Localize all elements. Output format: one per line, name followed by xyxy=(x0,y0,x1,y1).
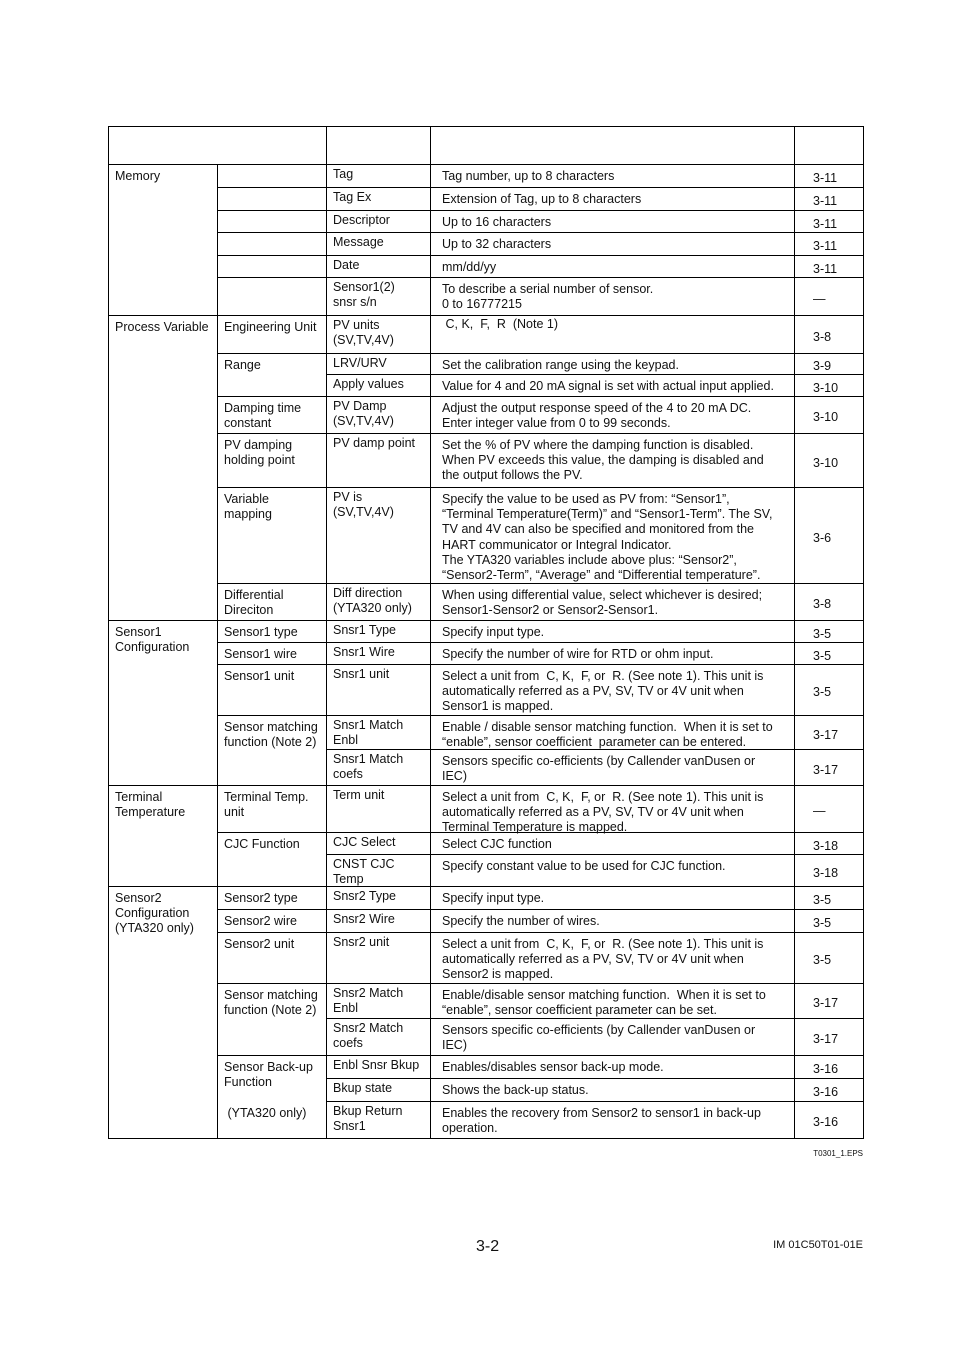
description-cell: Specify input type. xyxy=(442,625,545,639)
page-ref-cell: — xyxy=(813,292,826,306)
table-row-line xyxy=(109,886,864,887)
table-row-line xyxy=(218,487,864,488)
table-row-line xyxy=(109,785,864,786)
description-cell: When using differential value, select whichever is desired; Sensor1-Sensor2 or Sensor2-Sensor1. xyxy=(442,588,763,618)
subgroup-cell: Engineering Unit xyxy=(224,320,317,334)
table-row-line xyxy=(327,1078,864,1079)
table-row-line xyxy=(218,396,864,397)
table-row-line xyxy=(327,374,864,375)
parameter-cell: Snsr2 Match coefs xyxy=(333,1021,404,1051)
parameter-cell: Snsr1 Wire xyxy=(333,645,395,659)
table-row-line xyxy=(109,164,864,165)
description-cell: Sensors specific co-efficients (by Callender vanDusen or IEC) xyxy=(442,754,756,784)
subgroup-cell: Sensor matching function (Note 2) xyxy=(224,720,318,750)
subgroup-cell: Sensor matching function (Note 2) xyxy=(224,988,318,1018)
subgroup-cell: Range xyxy=(224,358,261,372)
group-cell: Sensor1 Configuration xyxy=(115,625,190,655)
parameter-cell: Snsr2 unit xyxy=(333,935,390,949)
parameter-cell: Bkup Return Snsr1 xyxy=(333,1104,403,1134)
figure-file-label: T0301_1.EPS xyxy=(813,1149,863,1158)
subgroup-cell: Sensor2 unit xyxy=(224,937,295,951)
subgroup-cell: Damping time constant xyxy=(224,401,302,431)
page-ref-cell: 3-11 xyxy=(813,239,838,253)
parameter-cell: Message xyxy=(333,235,384,249)
page-ref-cell: 3-5 xyxy=(813,893,832,907)
parameter-cell: Tag Ex xyxy=(333,190,372,204)
description-cell: Extension of Tag, up to 8 characters xyxy=(442,192,642,206)
table-row-line xyxy=(218,210,864,211)
group-cell: Terminal Temperature xyxy=(115,790,186,820)
table-row-line xyxy=(218,664,864,665)
table-row-line xyxy=(218,932,864,933)
parameter-cell: PV damp point xyxy=(333,436,415,450)
table-row-line xyxy=(218,277,864,278)
page-ref-cell: 3-9 xyxy=(813,359,832,373)
table-row-line xyxy=(218,1055,864,1056)
table-column-line xyxy=(217,164,218,1138)
page-ref-cell: 3-11 xyxy=(813,262,838,276)
parameter-cell: LRV/URV xyxy=(333,356,387,370)
subgroup-cell: Terminal Temp. unit xyxy=(224,790,309,820)
parameter-cell: Descriptor xyxy=(333,213,390,227)
document-id: IM 01C50T01-01E xyxy=(773,1239,863,1251)
parameter-cell: Snsr2 Match Enbl xyxy=(333,986,404,1016)
parameter-cell: Snsr1 unit xyxy=(333,667,390,681)
table-row-line xyxy=(218,983,864,984)
table-row-line xyxy=(218,187,864,188)
page-ref-cell: 3-11 xyxy=(813,171,838,185)
parameter-cell: Snsr1 Match Enbl xyxy=(333,718,404,748)
page-ref-cell: 3-16 xyxy=(813,1115,839,1129)
page-ref-cell: 3-5 xyxy=(813,916,832,930)
page-ref-cell: 3-18 xyxy=(813,866,839,880)
parameter-cell: Apply values xyxy=(333,377,404,391)
page-ref-cell: 3-5 xyxy=(813,649,832,663)
description-cell: Specify the number of wires. xyxy=(442,914,600,928)
parameter-cell: PV units (SV,TV,4V) xyxy=(333,318,394,348)
parameter-cell: Enbl Snsr Bkup xyxy=(333,1058,420,1072)
table-row-line xyxy=(218,715,864,716)
parameter-cell: Snsr1 Type xyxy=(333,623,397,637)
table-row-line xyxy=(218,642,864,643)
parameter-cell: PV is (SV,TV,4V) xyxy=(333,490,394,520)
parameter-cell: Tag xyxy=(333,167,354,181)
description-cell: C, K, F, R (Note 1) xyxy=(442,317,558,331)
subgroup-cell: Sensor2 wire xyxy=(224,914,297,928)
parameter-cell: Term unit xyxy=(333,788,385,802)
description-cell: Specify the number of wire for RTD or ohm input. xyxy=(442,647,714,661)
subgroup-cell: Differential Direciton xyxy=(224,588,284,618)
description-cell: Specify input type. xyxy=(442,891,545,905)
description-cell: Specify constant value to be used for CJC function. xyxy=(442,859,726,873)
subgroup-cell: Sensor1 type xyxy=(224,625,298,639)
description-cell: mm/dd/yy xyxy=(442,260,497,274)
parameter-cell: Bkup state xyxy=(333,1081,393,1095)
page-ref-cell: 3-11 xyxy=(813,217,838,231)
page-ref-cell: 3-10 xyxy=(813,381,839,395)
description-cell: Enable/disable sensor matching function. When it is set to “enable”, sensor coefficient parameter can be set. xyxy=(442,988,766,1018)
parameter-cell: Snsr1 Match coefs xyxy=(333,752,404,782)
table-row-line xyxy=(109,315,864,316)
subgroup-cell: Sensor Back-up Function (YTA320 only) xyxy=(224,1060,313,1120)
subgroup-cell: Sensor1 wire xyxy=(224,647,297,661)
page-ref-cell: 3-6 xyxy=(813,531,832,545)
description-cell: Select a unit from C, K, F, or R. (See note 1). This unit is automatically referred as a PV, SV, TV or 4V unit when Sensor2 is mapped. xyxy=(442,937,764,982)
description-cell: Enables the recovery from Sensor2 to sensor1 in back-up operation. xyxy=(442,1106,761,1136)
table-row-line xyxy=(327,854,864,855)
description-cell: Set the calibration range using the keypad. xyxy=(442,358,679,372)
description-cell: Shows the back-up status. xyxy=(442,1083,589,1097)
subgroup-cell: PV damping holding point xyxy=(224,438,295,468)
page-ref-cell: 3-17 xyxy=(813,996,839,1010)
description-cell: Select CJC function xyxy=(442,837,552,851)
page-ref-cell: 3-5 xyxy=(813,685,832,699)
page-ref-cell: 3-8 xyxy=(813,330,832,344)
description-cell: Up to 32 characters xyxy=(442,237,552,251)
page-ref-cell: 3-11 xyxy=(813,194,838,208)
table-row-line xyxy=(327,1101,864,1102)
table-row-line xyxy=(109,620,864,621)
parameter-cell: Snsr2 Wire xyxy=(333,912,395,926)
subgroup-cell: Variable mapping xyxy=(224,492,272,522)
description-cell: Select a unit from C, K, F, or R. (See note 1). This unit is automatically referred as a PV, SV, TV or 4V unit when Terminal Temperature is mapped. xyxy=(442,790,764,835)
parameter-cell: PV Damp (SV,TV,4V) xyxy=(333,399,394,429)
parameter-table xyxy=(108,126,864,1139)
page-ref-cell: 3-8 xyxy=(813,597,832,611)
description-cell: Sensors specific co-efficients (by Callender vanDusen or IEC) xyxy=(442,1023,756,1053)
page-ref-cell: 3-16 xyxy=(813,1062,839,1076)
page-ref-cell: — xyxy=(813,804,826,818)
description-cell: Adjust the output response speed of the 4 to 20 mA DC. Enter integer value from 0 to 99 seconds. xyxy=(442,401,752,431)
description-cell: Enables/disables sensor back-up mode. xyxy=(442,1060,664,1074)
parameter-cell: Sensor1(2) snsr s/n xyxy=(333,280,395,310)
description-cell: Set the % of PV where the damping function is disabled. When PV exceeds this value, the damping is disabled and the output follows the PV. xyxy=(442,438,764,483)
parameter-cell: CJC Select xyxy=(333,835,396,849)
page-number: 3-2 xyxy=(476,1238,500,1255)
parameter-cell: Snsr2 Type xyxy=(333,889,397,903)
page-ref-cell: 3-17 xyxy=(813,763,839,777)
description-cell: Enable / disable sensor matching function. When it is set to “enable”, sensor coefficient parameter can be entered. xyxy=(442,720,773,750)
group-cell: Process Variable xyxy=(115,320,209,334)
description-cell: Tag number, up to 8 characters xyxy=(442,169,615,183)
table-row-line xyxy=(218,353,864,354)
page-ref-cell: 3-18 xyxy=(813,839,839,853)
group-cell: Memory xyxy=(115,169,161,183)
subgroup-cell: Sensor1 unit xyxy=(224,669,295,683)
table-row-line xyxy=(218,232,864,233)
page-ref-cell: 3-16 xyxy=(813,1085,839,1099)
table-row-line xyxy=(218,909,864,910)
description-cell: Up to 16 characters xyxy=(442,215,552,229)
parameter-cell: Date xyxy=(333,258,360,272)
subgroup-cell: Sensor2 type xyxy=(224,891,298,905)
table-row-line xyxy=(218,433,864,434)
page-ref-cell: 3-10 xyxy=(813,410,839,424)
page-ref-cell: 3-17 xyxy=(813,1032,839,1046)
parameter-cell: CNST CJC Temp xyxy=(333,857,395,887)
page-ref-cell: 3-17 xyxy=(813,728,839,742)
subgroup-cell: CJC Function xyxy=(224,837,300,851)
description-cell: Specify the value to be used as PV from: “Sensor1”, “Terminal Temperature(Term)” and “Sensor1-Term”. The SV, TV and 4V can also be specified and monitored from the HART communicator or Integral Indicator. The YTA320 variables include above plus: “Sensor2”, “Sensor2-Term”, “Average” and “Differential temperature”. xyxy=(442,492,773,583)
table-row-line xyxy=(218,255,864,256)
parameter-cell: Diff direction (YTA320 only) xyxy=(333,586,412,616)
group-cell: Sensor2 Configuration (YTA320 only) xyxy=(115,891,194,936)
description-cell: Select a unit from C, K, F, or R. (See note 1). This unit is automatically referred as a PV, SV, TV or 4V unit when Sensor1 is mapped. xyxy=(442,669,764,714)
description-cell: To describe a serial number of sensor. 0 to 16777215 xyxy=(442,282,654,312)
description-cell: Value for 4 and 20 mA signal is set with actual input applied. xyxy=(442,379,774,393)
page-ref-cell: 3-5 xyxy=(813,953,832,967)
page-ref-cell: 3-10 xyxy=(813,456,839,470)
page-ref-cell: 3-5 xyxy=(813,627,832,641)
